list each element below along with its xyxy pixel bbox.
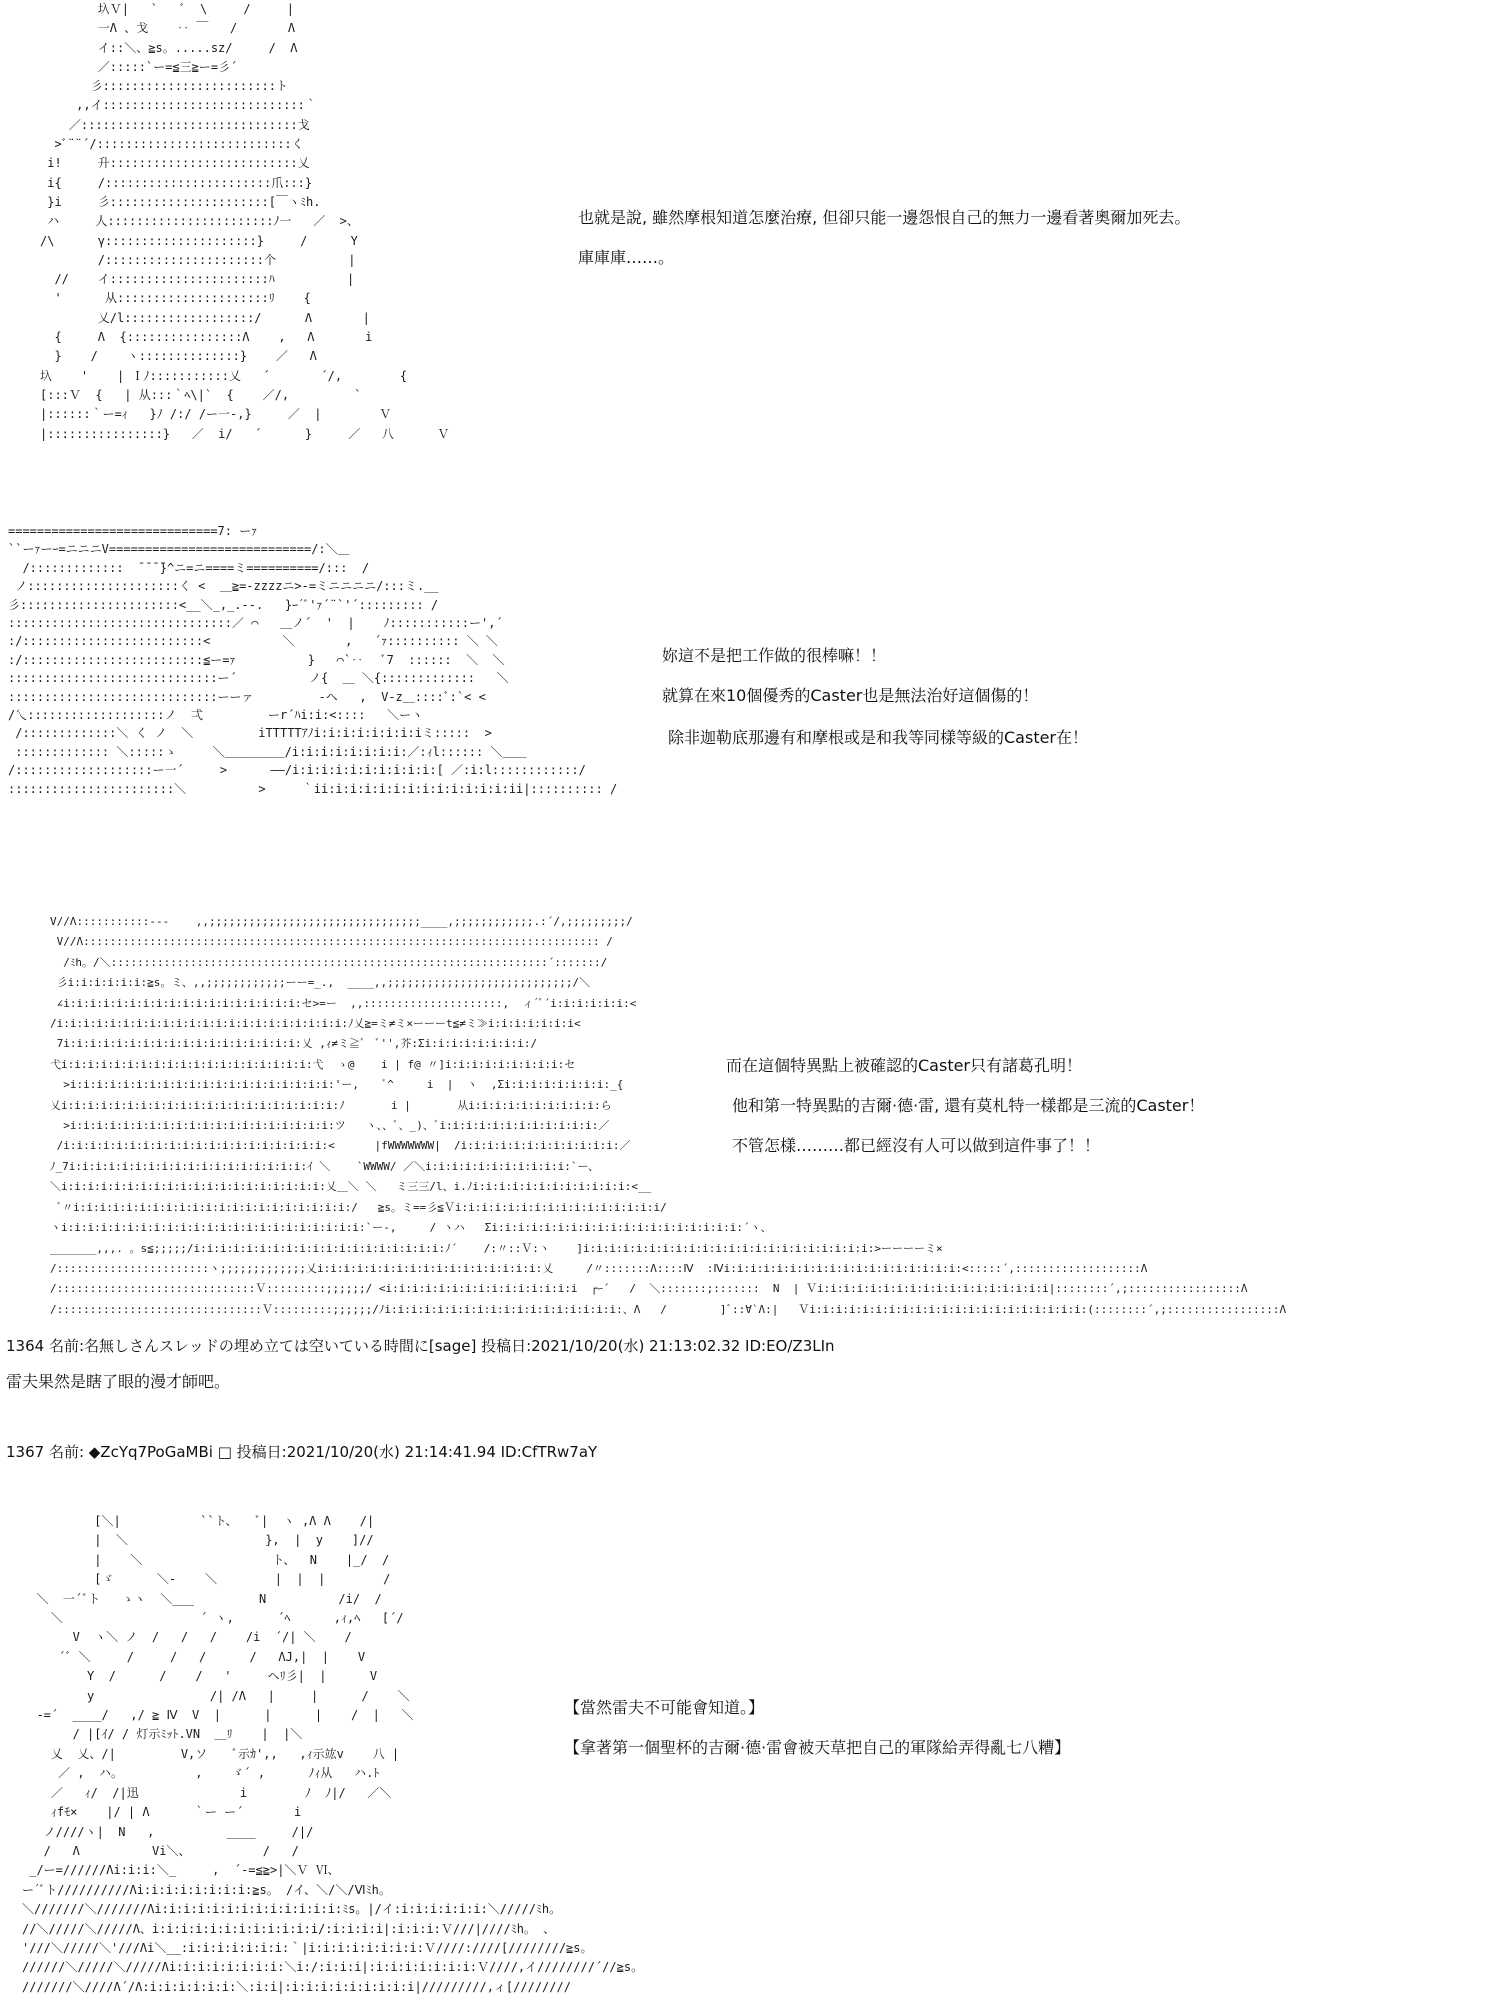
post-1364-header: 1364 名前:名無しさんスレッドの埋め立ては空いている時間に[sage] 投稿日:2021/10/20(水) 21:13:02.32 ID:EO/Z3LIn [6,1337,835,1355]
caption-4-line-1: 【當然雷夫不可能會知道。】 [564,1698,765,1717]
caption-2-line-3: 除非迦勒底那邊有和摩根或是和我等同樣等級的Caster在！ [668,728,1089,747]
ascii-art-figure-4: [＼| ``ト、 ﾞ| ヽ ,Λ Λ /| | ＼ }, | y ]// | ＼ ト、 N |_/ / [ゞ ＼- ＼ | | | / ＼ 一´ﾞト ゝヽ ＼___ N /i/ / ＼ ´ ヽ, ´ﾍ ,ｨ,ﾍ [´/ V ヽ＼ ノ / / / /i ´/| ＼ / ´ﾞ ＼ / / / / ΛJ,| | V Y / / / ' ヘﾘ彡| | V y /| /Λ | | / ＼ -=´ ____/ ,/ ≧ Ⅳ V | | | / | ＼ / |[ｲ/ / 灯示ﾐｯﾄ.VN ＿ﾘ | |＼ 乂 乂、/| V,ソ ﾞ示ｶ',, ,ｨ示竑v 八 | ／ , ハ。 , ゞ´ , ﾉｨ从 ハ.ﾄ ／ ｨ/ /|迅 i ﾉ ﾉ|/ ／＼ ｨfﾓ× |/ | Λ ｀ー ー´ i ノ////ヽ| N , ____ /|/ / Λ Vi＼、 / / _/ー=//////Λi:i:i:＼_ , ´-=≦≧>|＼Ｖ Ⅵ、 ー´ﾞト//////////Λi:i:i:i:i:i:i:i:≧s。 /イ、＼/＼/Ⅵﾐh。 ＼///////＼///////Λi:i:i:i:i:i:i:i:i:i:i:i:i:ﾐs。|/イ:i:i:i:i:i:i:＼/////ﾐh。 //＼/////＼/////Λ、i:i:i:i:i:i:i:i:i:i:i:i/:i:i:i:i|:i:i:i:Ｖ///|////ﾐh。 、 '///＼/////＼'///Λi＼__:i:i:i:i:i:i:i:｀|i:i:i:i:i:i:i:i:Ｖ////:////[////////≧s。 //////＼/////＼/////Λi:i:i:i:i:i:i:i:＼i:/:i:i:i|:i:i:i:i:i:i:i:Ｖ////,イ////////´//≧s。 ///////＼////Λ´/Λ:i:i:i:i:i:i:＼:i:i|:i:i:i:i:i:i:i:i:i|/////////,ィ[//////// [22,1514,644,1994]
post-1367-header: 1367 名前: ◆ZcYq7PoGaMBi □ 投稿日:2021/10/20(水) 21:14:41.94 ID:CfTRw7aY [6,1443,598,1461]
caption-3-line-1: 而在這個特異點上被確認的Caster只有諸葛孔明！ [726,1056,1083,1075]
caption-2-line-2: 就算在來10個優秀的Caster也是無法治好這個傷的！ [662,686,1039,705]
caption-3-line-3: 不管怎樣………都已經沒有人可以做到這件事了！！ [732,1136,1101,1155]
caption-1-line-1: 也就是說, 雖然摩根知道怎麼治療, 但卻只能一邊怨恨自己的無力一邊看著奧爾加死去。 [578,208,1191,227]
caption-1-line-2: 庫庫庫……。 [578,248,675,267]
post-1364-body: 雷夫果然是瞎了眼的漫才師吧。 [6,1372,231,1391]
ascii-art-figure-2: =============================7: ーｧ ``ーｧーｰ=ニニニV============================/:＼＿ /::::::::::::: ̄ ̄ ̄ ̄}^ニ=ニ====ミ==========/::: / ノ:::::::::::::::::::::く < ＿≧=-zzzzニ>-=ミニニニニ/:::ミ.__ 彡::::::::::::::::::::::<__＼_,_.--. }ｰ´ﾞ'ｧ´¨`'´::::::::: / :::::::::::::::::::::::::::::::／ ⌒ ＿ノ´ ' | ﾉ:::::::::::ー',´ :/:::::::::::::::::::::::::< ＼ , ´ｧ:::::::::: ＼ ＼ :/:::::::::::::::::::::::::≦ー=ｧ } ⌒`‥ ﾞ7 :::::: ＼ ＼ :::::::::::::::::::::::::::::ー´ ノ{ ＿ ＼{::::::::::::: ＼ :::::::::::::::::::::::::::::ーーァ -ヘ , V-z＿::::ﾞ:`< < /乀:::::::::::::::::::ノ 弌 ーr´ﾊi:i:<:::: ＼ーヽ /:::::::::::::＼ く ノ ＼ iTTTTTｱﾉi:i:i:i:i:i:i:iミ::::: > ::::::::::::: ＼:::::ゝ ＼＿＿＿＿＿/i:i:i:i:i:i:i:i:／:ｨl:::::: ＼＿＿ /:::::::::::::::::::ー一´ > ――/i:i:i:i:i:i:i:i:i:i:[ ／:i:l::::::::::::/ :::::::::::::::::::::::＼ > ｀ii:i:i:i:i:i:i:i:i:i:i:i:i:ii|:::::::::: / [8,524,618,796]
ascii-art-figure-3: V//Λ:::::::::::--- ,,;;;;;;;;;;;;;;;;;;;;;;;;;;;;;;;;____,;;;;;;;;;;;;.:´/,;;;;;;;;;/ V//Λ:::::::::::::::::::::::::::::::::::::::::::::::::::::::::::::::::::::::::::::: / /ﾐh。/＼::::::::::::::::::::::::::::::::::::::::::::::::::::::::::::::::::´:::::::/ 彡i:i:i:i:i:i:≧s。ミ、,,;;;;;;;;;;;;ーー=_., ____,,;;;;;;;;;;;;;;;;;;;;;;;;;;;;/＼ ∠i:i:i:i:i:i:i:i:i:i:i:i:i:i:i:i:i:i:セ>=ー ,,:::::::::::::::::::::, ィ´ﾞ´i:i:i:i:i:i:< /i:i:i:i:i:i:i:i:i:i:i:i:i:i:i:i:i:i:i:i:i:i:ﾉ乂≧=ミ≠ミ×ーーーt≦≠ミ≫i:i:i:i:i:i:i< 7i:i:i:i:i:i:i:i:i:i:i:i:i:i:i:i:i:i:乂 ,ｨ≠ミ≧ﾞ ﾞ'',芥:Σi:i:i:i:i:i:i:i:/ 弋i:i:i:i:i:i:i:i:i:i:i:i:i:i:i:i:i:i:i:弋 ゝ@ i | f@ 〃]i:i:i:i:i:i:i:i:i:セ >i:i:i:i:i:i:i:i:i:i:i:i:i:i:i:i:i:i:i:i:'ー, ﾞ^ i | ヽ ,Σi:i:i:i:i:i:i:i:_{ 乂i:i:i:i:i:i:i:i:i:i:i:i:i:i:i:i:i:i:i:i:i:ﾉ i | 从i:i:i:i:i:i:i:i:i:i:ら >i:i:i:i:i:i:i:i:i:i:i:i:i:i:i:i:i:i:i:i:ツ ヽ、、ﾞ、_)、ﾞi:i:i:i:i:i:i:i:i:i:i:i:／ /i:i:i:i:i:i:i:i:i:i:i:i:i:i:i:i:i:i:i:i:< |fWWWWWWW| /i:i:i:i:i:i:i:i:i:i:i:i:／ ﾉ_7i:i:i:i:i:i:i:i:i:i:i:i:i:i:i:i:i:i:ｲ ＼ `WWWW/ ／＼i:i:i:i:i:i:i:i:i:i:i:`ー、 ＼i:i:i:i:i:i:i:i:i:i:i:i:i:i:i:i:i:i:i:i:乂＿＼ ＼ ミ三三/l、i.ﾉi:i:i:i:i:i:i:i:i:i:i:i:<__ ﾞ〃i:i:i:i:i:i:i:i:i:i:i:i:i:i:i:i:i:i:i:i:i:/ ≧s。ミ==彡≦Ｖi:i:i:i:i:i:i:i:i:i:i:i:i:i:i:i/ ヽi:i:i:i:i:i:i:i:i:i:i:i:i:i:i:i:i:i:i:i:i:i:i:`ー-, / ヽハ Σi:i:i:i:i:i:i:i:i:i:i:i:i:i:i:i:i:i:i:´ヽ、 _______,,,. 。s≦;;;;;/i:i:i:i:i:i:i:i:i:i:i:i:i:i:i:i:i:i:i:ﾉ´ /:〃::Ｖ:ヽ ]i:i:i:i:i:i:i:i:i:i:i:i:i:i:i:i:i:i:i:i:i:i:>ーーーーミ× /:::::::::::::::::::::::ヽ;;;;;;;;;;;;;乂i:i:i:i:i:i:i:i:i:i:i:i:i:i:i:i:i:乂 /〃:::::::Λ::::Ⅳ :Ⅳi:i:i:i:i:i:i:i:i:i:i:i:i:i:i:i:i:i:<:::::´,:::::::::::::::::::Λ /::::::::::::::::::::::::::::::Ｖ:::::::::;;;;;;/ <i:i:i:i:i:i:i:i:i:i:i:i:i:i:i ┌ｰ´ / ＼:::::::;::::::: N | Ｖi:i:i:i:i:i:i:i:i:i:i:i:i:i:i:i:i:i|::::::::´,;:::::::::::::::::Λ /:::::::::::::::::::::::::::::::Ｖ:::::::::;;;;;;/ﾉi:i:i:i:i:i:i:i:i:i:i:i:i:i:i:i:i:i:、Λ / ]ﾞ::∀`Λ:| Ｖi:i:i:i:i:i:i:i:i:i:i:i:i:i:i:i:i:i:i:i:i:(::::::::´,;:::::::::::::::::Λ [50,915,1287,1316]
caption-2-line-1: 妳這不是把工作做的很棒嘛！！ [662,646,887,665]
ascii-art-figure-1: 圦Ｖ| ` ﾞ \ / | 一Λ 、戈 ‥ ￣ / Λ イ::＼、≧s。.....sz/ / Λ ／:::::`ー=≦三≧ー=彡´ 彡::::::::::::::::::::::::ト ,,イ::::::::::::::::::::::::::::｀ ／::::::::::::::::::::::::::::::戈 >ﾞ¨¨´/:::::::::::::::::::::::::::く i! 升::::::::::::::::::::::::::乂 i{ /:::::::::::::::::::::::爪:::} }i 彡::::::::::::::::::::::[￣ヽﾐh. ハ 人:::::::::::::::::::::::ﾉ一 ／ >、 /\ γ:::::::::::::::::::::} / Y /::::::::::::::::::::::个 | // イ::::::::::::::::::::::ﾊ | ' 从:::::::::::::::::::::ﾘ { 乂/l::::::::::::::::::/ Λ | { Λ {::::::::::::::::Λ , Λ i } / ヽ::::::::::::::} ／ Λ 圦 ' | Ｉﾉ:::::::::::乂 ´ ´/, { [:::Ｖ { | 从:::｀ﾍ\|` { ／/, ` |::::::｀ー=ｨ }ﾉ /:/ /ー一-,} ／ | Ｖ |::::::::::::::::} ／ i/ ´ } ／ 八 Ｖ [40,2,450,441]
caption-3-line-2: 他和第一特異點的吉爾·德·雷, 還有莫札特一樣都是三流的Caster！ [732,1096,1205,1115]
caption-4-line-2: 【拿著第一個聖杯的吉爾·德·雷會被天草把自己的軍隊給弄得亂七八糟】 [564,1738,1071,1757]
